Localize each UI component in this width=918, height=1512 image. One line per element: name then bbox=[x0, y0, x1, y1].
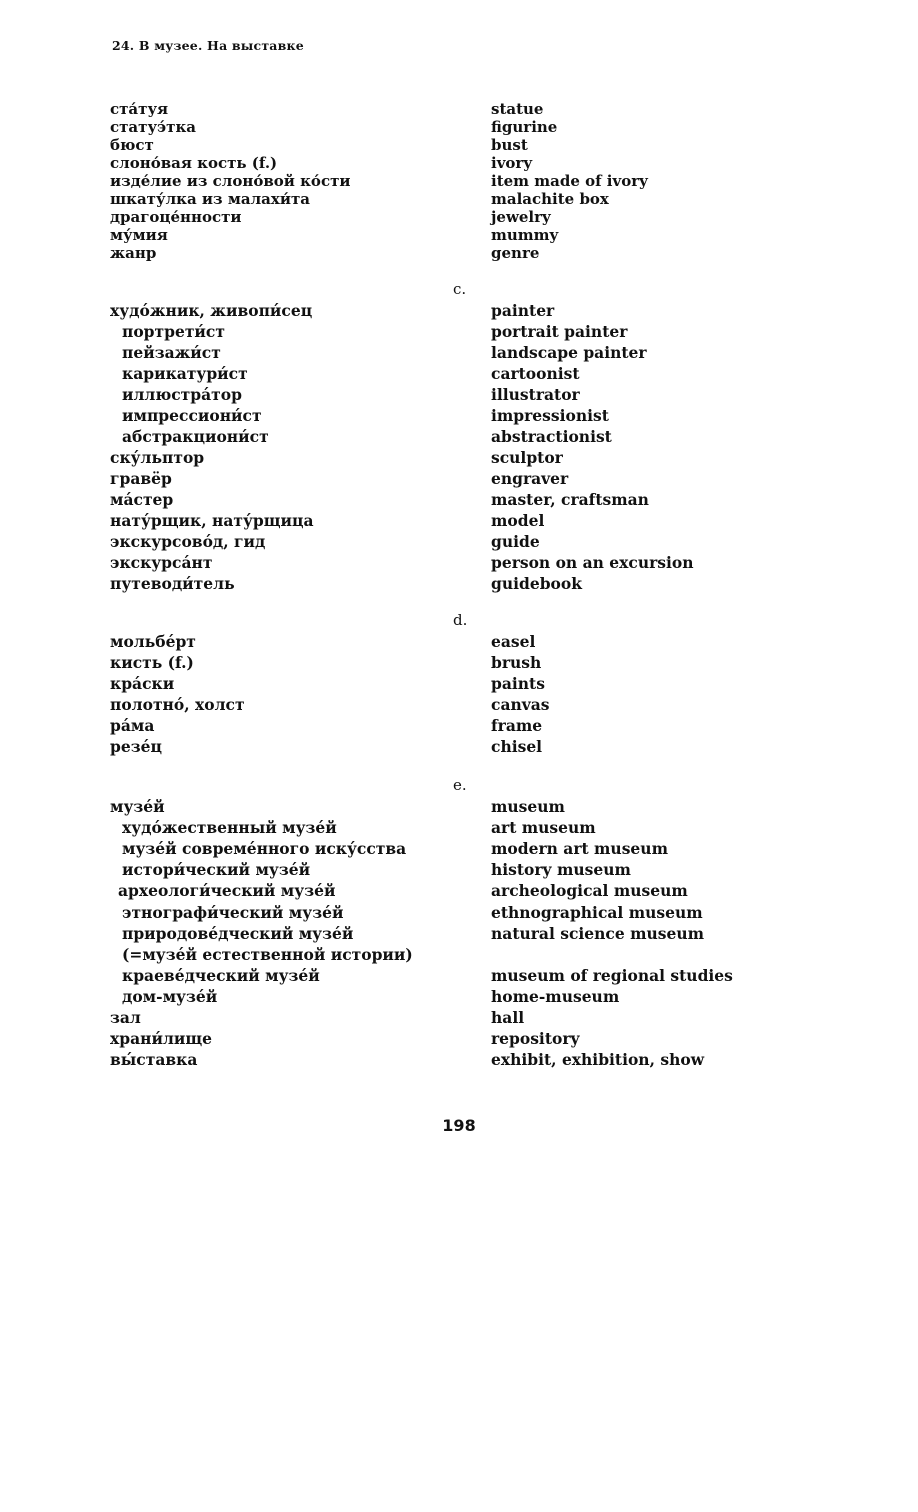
vocab-row bbox=[0, 226, 918, 244]
english-translation: ivory bbox=[491, 154, 533, 172]
english-translation: exhibit, exhibition, show bbox=[491, 1050, 705, 1070]
english-translation: cartoonist bbox=[491, 364, 580, 383]
vocab-row bbox=[0, 573, 918, 594]
russian-term: музе́й bbox=[110, 797, 165, 816]
russian-term: ра́ма bbox=[110, 716, 155, 735]
russian-term: нату́рщик, нату́рщица bbox=[110, 511, 314, 530]
vocab-row bbox=[0, 859, 918, 880]
vocab-row bbox=[0, 923, 918, 944]
english-translation: mummy bbox=[491, 226, 559, 244]
english-translation: canvas bbox=[491, 695, 550, 714]
vocab-row bbox=[0, 363, 918, 384]
russian-term: археологи́ческий музе́й bbox=[118, 881, 336, 901]
page-header: 24. В музее. На выставке bbox=[112, 38, 304, 53]
english-translation: model bbox=[491, 511, 545, 530]
english-translation: jewelry bbox=[491, 208, 551, 226]
vocab-row bbox=[0, 244, 918, 262]
english-translation: history museum bbox=[491, 860, 631, 880]
vocab-row bbox=[0, 208, 918, 226]
section-letter: d. bbox=[453, 611, 468, 629]
russian-term: иллюстра́тор bbox=[122, 385, 242, 404]
english-translation: landscape painter bbox=[491, 343, 647, 362]
russian-term: ма́стер bbox=[110, 490, 174, 509]
russian-term: дом-музе́й bbox=[122, 986, 218, 1006]
english-translation: natural science museum bbox=[491, 923, 705, 943]
russian-term: зал bbox=[110, 1008, 141, 1027]
page-number: 198 bbox=[442, 1116, 476, 1135]
russian-term: пейзажи́ст bbox=[122, 343, 221, 362]
english-translation: abstractionist bbox=[491, 427, 612, 446]
english-translation: modern art museum bbox=[491, 839, 668, 859]
english-translation: archeological museum bbox=[491, 881, 688, 901]
english-translation: hall bbox=[491, 1008, 525, 1027]
vocab-row bbox=[0, 300, 918, 321]
vocab-row bbox=[0, 986, 918, 1007]
vocab-row bbox=[0, 652, 918, 673]
vocab-row bbox=[0, 1028, 918, 1049]
russian-term: худо́жественный музе́й bbox=[122, 818, 337, 838]
russian-term: му́мия bbox=[110, 226, 168, 244]
vocab-row bbox=[0, 321, 918, 342]
russian-term: бюст bbox=[110, 136, 154, 154]
russian-term: краеве́дческий музе́й bbox=[122, 965, 320, 985]
russian-term: этнографи́ческий музе́й bbox=[122, 902, 344, 922]
english-translation: bust bbox=[491, 136, 528, 154]
english-translation: paints bbox=[491, 674, 545, 693]
vocab-row bbox=[0, 405, 918, 426]
english-translation: genre bbox=[491, 244, 540, 262]
vocab-row bbox=[0, 489, 918, 510]
russian-term: портрети́ст bbox=[122, 322, 225, 341]
english-translation: ethnographical museum bbox=[491, 902, 703, 922]
russian-term: кисть (f.) bbox=[110, 653, 194, 672]
vocab-row bbox=[0, 965, 918, 986]
vocab-row bbox=[0, 1049, 918, 1070]
russian-term: путеводи́тель bbox=[110, 574, 235, 593]
vocab-row bbox=[0, 447, 918, 468]
russian-term: жанр bbox=[110, 244, 157, 262]
english-translation: portrait painter bbox=[491, 322, 628, 341]
vocab-row bbox=[0, 384, 918, 405]
vocab-row bbox=[0, 715, 918, 736]
russian-term: абстракциони́ст bbox=[122, 427, 269, 446]
english-translation: impressionist bbox=[491, 406, 609, 425]
english-translation: guidebook bbox=[491, 574, 582, 593]
russian-term: импрессиони́ст bbox=[122, 406, 262, 425]
russian-term: шкату́лка из малахи́та bbox=[110, 190, 310, 208]
vocab-row bbox=[0, 190, 918, 208]
russian-term: природове́дческий музе́й bbox=[122, 923, 354, 943]
russian-term: вы́ставка bbox=[110, 1050, 198, 1070]
english-translation: museum bbox=[491, 797, 565, 816]
vocab-row bbox=[0, 1007, 918, 1028]
russian-term: драгоце́нности bbox=[110, 208, 242, 226]
vocab-row bbox=[0, 426, 918, 447]
english-translation: illustrator bbox=[491, 385, 580, 404]
vocab-row bbox=[0, 552, 918, 573]
english-translation: home-museum bbox=[491, 986, 620, 1006]
russian-term: изде́лие из слоно́вой ко́сти bbox=[110, 172, 351, 190]
russian-term: полотно́, холст bbox=[110, 695, 245, 714]
vocab-row bbox=[0, 902, 918, 923]
vocab-row bbox=[0, 154, 918, 172]
vocab-row bbox=[0, 468, 918, 489]
english-translation: statue bbox=[491, 100, 544, 118]
russian-term: статуэ́тка bbox=[110, 118, 197, 136]
vocab-row bbox=[0, 136, 918, 154]
vocab-row bbox=[0, 172, 918, 190]
english-translation: person on an excursion bbox=[491, 553, 694, 572]
russian-term: худо́жник, живопи́сец bbox=[110, 301, 313, 320]
vocab-row bbox=[0, 838, 918, 859]
english-translation: master, craftsman bbox=[491, 490, 649, 509]
vocab-row bbox=[0, 100, 918, 118]
vocab-row bbox=[0, 118, 918, 136]
vocab-row bbox=[0, 880, 918, 901]
english-translation: chisel bbox=[491, 737, 543, 756]
russian-term: мольбе́рт bbox=[110, 632, 196, 651]
english-translation: painter bbox=[491, 301, 555, 320]
vocab-row bbox=[0, 673, 918, 694]
english-translation: brush bbox=[491, 653, 542, 672]
russian-term: слоно́вая кость (f.) bbox=[110, 154, 278, 172]
russian-term: ску́льптор bbox=[110, 448, 205, 467]
russian-term: кра́ски bbox=[110, 674, 175, 693]
section-letter: c. bbox=[453, 280, 467, 298]
russian-term: храни́лище bbox=[110, 1029, 213, 1049]
russian-term: гравёр bbox=[110, 469, 172, 488]
english-translation: museum of regional studies bbox=[491, 965, 733, 985]
vocab-row bbox=[0, 694, 918, 715]
section-letter: e. bbox=[453, 776, 467, 794]
english-translation: art museum bbox=[491, 818, 596, 838]
english-translation: engraver bbox=[491, 469, 569, 488]
english-translation: figurine bbox=[491, 118, 558, 136]
russian-term: экскурса́нт bbox=[110, 553, 213, 572]
english-translation: frame bbox=[491, 716, 543, 735]
english-translation: guide bbox=[491, 532, 540, 551]
vocab-row bbox=[0, 944, 918, 965]
english-translation: malachite box bbox=[491, 190, 609, 208]
russian-term: резе́ц bbox=[110, 737, 162, 756]
vocab-row bbox=[0, 531, 918, 552]
vocab-row bbox=[0, 736, 918, 757]
vocab-row bbox=[0, 817, 918, 838]
english-translation: item made of ivory bbox=[491, 172, 648, 190]
english-translation: sculptor bbox=[491, 448, 563, 467]
vocab-row bbox=[0, 510, 918, 531]
russian-term: карикатури́ст bbox=[122, 364, 248, 383]
russian-term: музе́й совреме́нного иску́сства bbox=[122, 839, 407, 859]
russian-term: экскурсово́д, гид bbox=[110, 532, 266, 551]
english-translation: easel bbox=[491, 632, 536, 651]
english-translation: repository bbox=[491, 1029, 580, 1049]
vocab-row bbox=[0, 796, 918, 817]
vocab-row bbox=[0, 342, 918, 363]
russian-term: (=музе́й естественной истории) bbox=[122, 944, 413, 964]
russian-term: истори́ческий музе́й bbox=[122, 860, 311, 880]
russian-term: ста́туя bbox=[110, 100, 169, 118]
vocab-row bbox=[0, 631, 918, 652]
